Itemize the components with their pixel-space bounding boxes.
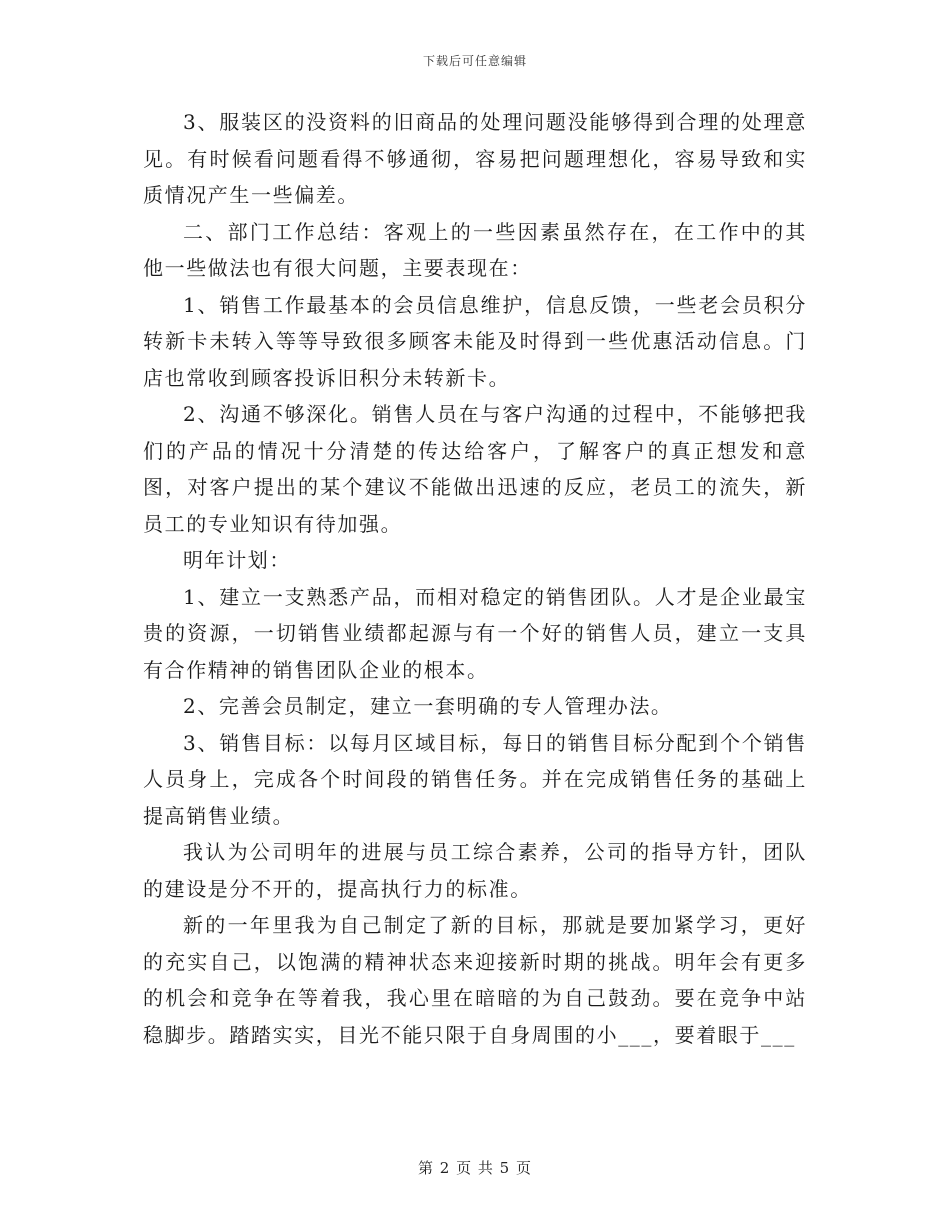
page-number: 第 2 页 共 5 页	[418, 1159, 532, 1177]
paragraph-3: 1、销售工作最基本的会员信息维护，信息反馈，一些老会员积分转新卡未转入等等导致很多顾客未能及时得到一些优惠活动信息。门店也常收到顾客投诉旧积分未转新卡。	[143, 292, 807, 390]
paragraph-1: 3、服装区的没资料的旧商品的处理问题没能够得到合理的处理意见。有时候看问题看得不够通彻，容易把问题理想化，容易导致和实质情况产生一些偏差。	[143, 110, 807, 207]
paragraph-9: 我认为公司明年的进展与员工综合素养，公司的指导方针，团队的建设是分不开的，提高执行力的标准。	[143, 840, 807, 901]
paragraph-10: 新的一年里我为自己制定了新的目标，那就是要加紧学习，更好的充实自己，以饱满的精神状态来迎接新时期的挑战。明年会有更多的机会和竞争在等着我，我心里在暗暗的为自己鼓劲。要在竞争中站稳脚步。踏踏实实，目光不能只限于自身周围的小___，要着眼于___	[143, 913, 807, 1047]
paragraph-8: 3、销售目标：以每月区域目标，每日的销售目标分配到个个销售人员身上，完成各个时间段的销售任务。并在完成销售任务的基础上提高销售业绩。	[143, 730, 807, 828]
paragraph-2: 二、部门工作总结：客观上的一些因素虽然存在，在工作中的其他一些做法也有很大问题，主要表现在：	[143, 219, 807, 280]
paragraph-6: 1、建立一支熟悉产品，而相对稳定的销售团队。人才是企业最宝贵的资源，一切销售业绩都起源与有一个好的销售人员，建立一支具有合作精神的销售团队企业的根本。	[143, 584, 807, 682]
document-body	[143, 104, 807, 1053]
paragraph-4: 2、沟通不够深化。销售人员在与客户沟通的过程中，不能够把我们的产品的情况十分清楚的传达给客户，了解客户的真正想发和意图，对客户提出的某个建议不能做出迅速的反应，老员工的流失，新员工的专业知识有待加强。	[143, 402, 807, 536]
paragraph-7: 2、完善会员制定，建立一套明确的专人管理办法。	[183, 694, 673, 718]
page-header: 下载后可任意编辑	[422, 54, 527, 68]
paragraph-5: 明年计划：	[183, 548, 291, 572]
